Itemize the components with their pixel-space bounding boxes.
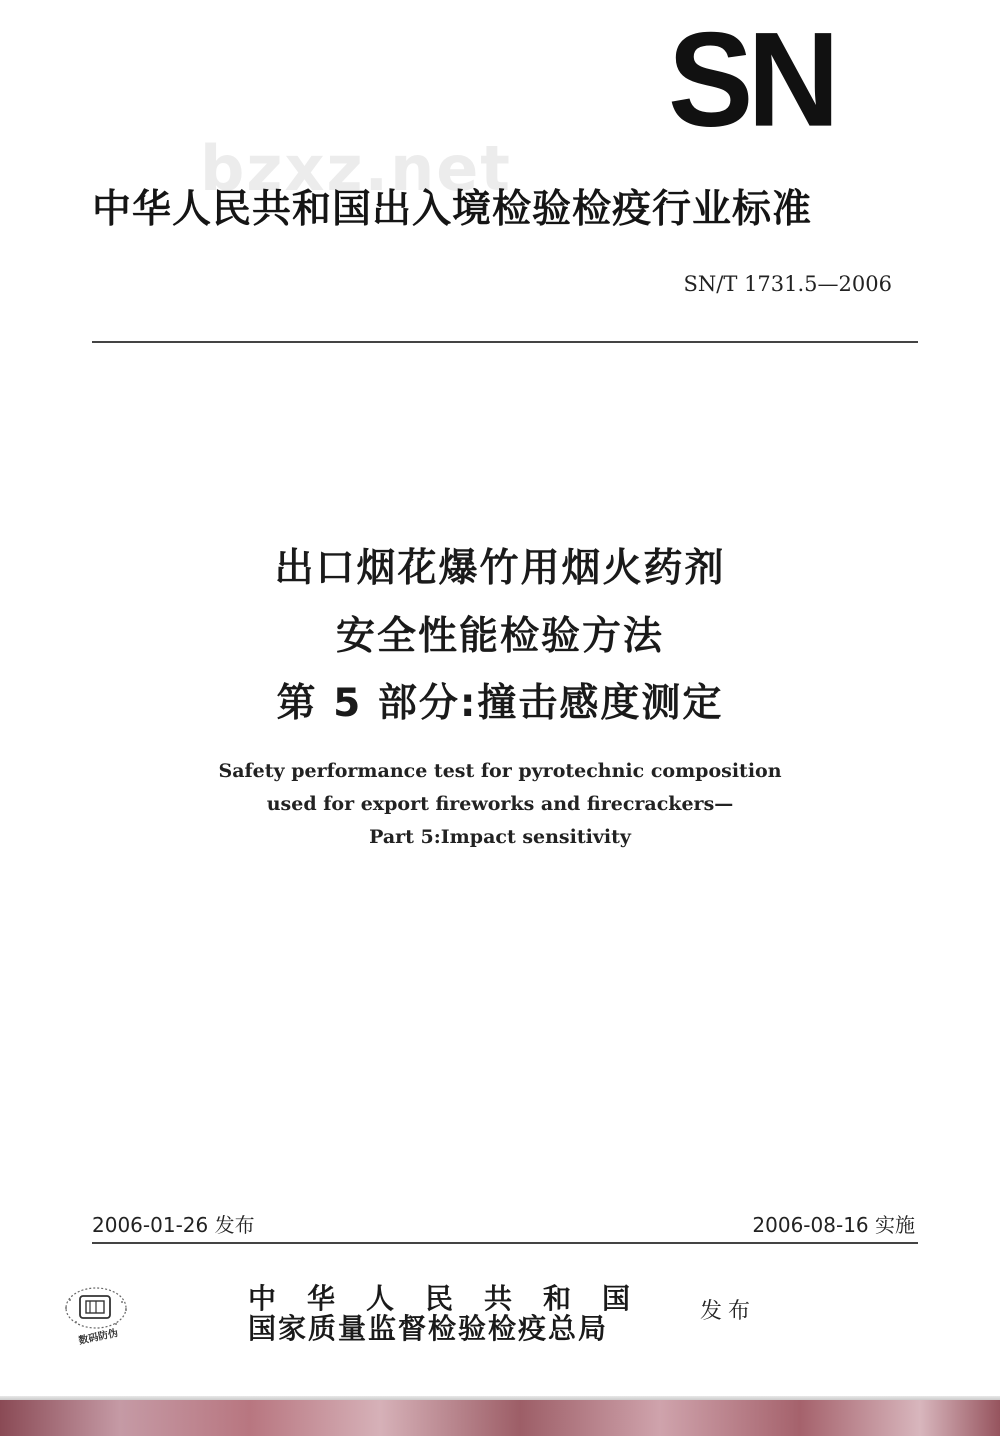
title-en-line3: Part 5:Impact sensitivity (369, 826, 631, 848)
issuer-line1: 中华人民共和国 (248, 1282, 662, 1315)
bottom-divider (92, 1242, 918, 1244)
issue-word: 发布 (700, 1299, 757, 1324)
sn-logo: SN (668, 4, 834, 156)
title-cn-line2: 安全性能检验方法 (335, 614, 664, 659)
standard-code: SN/T 1731.5—2006 (683, 272, 892, 296)
top-divider (92, 341, 918, 343)
title-en-line1: Safety performance test for pyrotechnic composition (218, 760, 782, 782)
title-en-line2: used for export fireworks and firecrackers— (266, 793, 734, 815)
org-title: 中华人民共和国出入境检验检疫行业标准 (92, 187, 813, 232)
issuer-line2: 国家质量监督检验检疫总局 (248, 1312, 609, 1345)
background-strip (0, 1400, 1000, 1436)
title-cn-line3: 第 5 部分:撞击感度测定 (276, 681, 724, 726)
issue-date: 2006-01-26 发布 (92, 1213, 255, 1237)
watermark: bzxz.net (200, 132, 512, 205)
implement-date: 2006-08-16 实施 (752, 1213, 915, 1237)
title-cn-line1: 出口烟花爆竹用烟火药剂 (274, 546, 726, 591)
stamp-label: 数码防伪 (77, 1327, 120, 1347)
